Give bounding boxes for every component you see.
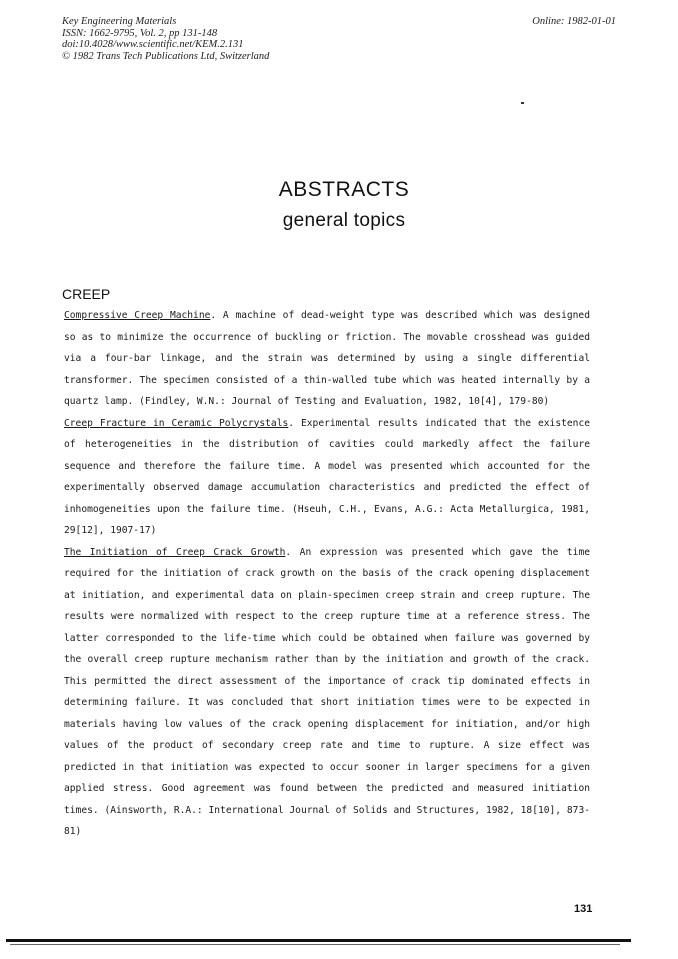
- abstract-entry: [64, 542, 590, 843]
- online-date: Online: 1982-01-01: [532, 16, 616, 27]
- abstract-heading: The Initiation of Creep Crack Growth: [64, 546, 286, 558]
- footer-rule-thin: [10, 944, 620, 945]
- journal-name: Key Engineering Materials: [62, 16, 177, 27]
- abstract-text: . Experimental results indicated that the existence of heterogeneities in the distribution of cavities could markedly affect the failure sequence and therefore the failure time. A model was presented which accounted for the experimentally observed damage accumulation characteristics and predicted the effect of inhomogeneities upon the failure time. (Hseuh, C.H., Evans, A.G.: Acta Metallurgica, 1981, 29[12], 1907-17): [64, 417, 590, 536]
- abstract-text: . An expression was presented which gave the time required for the initiation of crack growth on the basis of the crack opening displacement at initiation, and experimental data on plain-specimen creep strain and creep rupture. The results were normalized with respect to the creep rupture time at a reference stress. The latter corresponded to the life-time which could be obtained when failure was governed by the overall creep rupture mechanism rather than by the initiation and growth of the crack. This permitted the direct assessment of the importance of crack tip dominated effects in determining failure. It was concluded that short initiation times were to be expected in materials having low values of the crack opening displacement for initiation, and/or high values of the product of secondary creep rate and time to rupture. A size effect was predicted in that initiation was expected to occur sooner in larger specimens for a given applied stress. Good agreement was found between the predicted and measured initiation times. (Ainsworth, R.A.: International Journal of Solids and Structures, 1982, 18[10], 873-81): [64, 546, 590, 837]
- abstract-entry: [64, 305, 590, 413]
- page-subtitle: general topics: [282, 210, 406, 231]
- issn-line: ISSN: 1662-9795, Vol. 2, pp 131-148: [62, 27, 218, 39]
- abstract-text: . A machine of dead-weight type was described which was designed so as to minimize the occurrence of buckling or friction. The movable crosshead was guided via a four-bar linkage, and the strain was determined by using a single differential transformer. The specimen consisted of a thin-walled tube which was heated internally by a quartz lamp. (Findley, W.N.: Journal of Testing and Evaluation, 1982, 10[4], 179-80): [64, 310, 590, 407]
- page-number: 131: [574, 903, 593, 915]
- doi-line: doi:10.4028/www.scientific.net/KEM.2.131: [62, 39, 244, 50]
- section-heading: CREEP: [62, 286, 111, 302]
- abstract-heading: Creep Fracture in Ceramic Polycrystals: [64, 417, 289, 429]
- abstract-entry: [64, 413, 590, 542]
- journal-header: [62, 16, 269, 62]
- page-title: ABSTRACTS: [278, 178, 410, 201]
- footer-rule: [6, 939, 631, 942]
- copyright-line: © 1982 Trans Tech Publications Ltd, Switzerland: [62, 50, 270, 62]
- scan-speck: [521, 102, 524, 104]
- abstract-heading: Compressive Creep Machine: [64, 310, 211, 321]
- abstracts-body: [64, 305, 590, 843]
